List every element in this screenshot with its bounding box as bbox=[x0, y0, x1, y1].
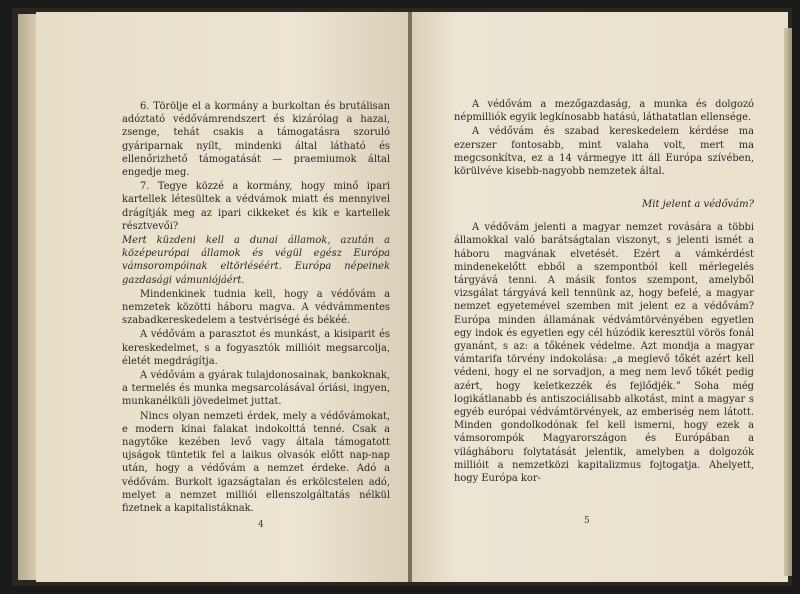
section-heading: Mit jelent a védővám? bbox=[642, 199, 754, 211]
page-number-right: 5 bbox=[584, 516, 590, 526]
paragraph: Nincs olyan nemzeti érdek, mely a védővámokat, e modern kinai falakat indokolttá tenné. Csak a nagytőke kezében levő vagy általa támogatott ujságok tüntetik fel a laikus olvasók előtt nap-nap után, hogy a védővám a nemzet érdeke. Adó a védővám. Burkolt igazságtalan és erkölcstelen adó, melyet a nemzet milliói ellenszolgáltatás nélkül fizetnek a kapitalistáknak. bbox=[122, 410, 390, 515]
page-stack-edge-left bbox=[18, 14, 38, 580]
paragraph-7: 7. Tegye közzé a kormány, hogy minő ipari kartellek létesültek a védvámok miatt és mennyivel drágítják meg az ipari cikkeket és kik e kartellek résztvevői? bbox=[122, 181, 390, 232]
page-stack-edge-right bbox=[784, 28, 792, 576]
left-page bbox=[36, 12, 408, 582]
paragraph: A védővám és szabad kereskedelem kérdése ma ezerszer fontosabb, mint valaha volt, mert ma megcsonkítva, ez a 14 vármegye itt áll Európa szívében, körülvéve kisebb-nagyobb nemzetek által. bbox=[454, 126, 754, 178]
paragraph: A védővám a parasztot és munkást, a kisiparit és kereskedelmet, s a fogyasztók millióit megsarcolja, életét megdrágítja. bbox=[122, 329, 390, 367]
paragraph-6: 6. Törölje el a kormány a burkoltan és brutálisan adóztató védővámrendszert és kizárólag a hazai, zsenge, tehát csakis a támogatásra szoruló gyáriparnak nyílt, mindenki által látható és ellenőrizhető támogatását — praemiumok által engedje meg. bbox=[122, 101, 390, 179]
paragraph: A védővám jelenti a magyar nemzet rovására a többi államokkal való barátságtalan viszonyt, s jelenti ismét a háboru magvának elvetését. Ezért a vámkérdést mindenekelőtt ebből a szempontból kell mérlegelés tárgyává tenni. A másik fontos szempont, amelyből vizsgálat tárgyává kell tennünk az, hogy befelé, a magyar nemzet egyetemével szemben mit jelent ez a védővám? Európa minden államának védvámtörvényében egyetlen egy indok és egyetlen egy cél húzódik keresztül vörös fonál gyanánt, s az: a tőkének védelme. Azt mondja a magyar vámtarifa törvény indokolása: „a meglevő tőkét azért kell védeni, hogy el ne sorvadjon, a meg nem levő tőkét pedig azért, hogy keletkezzék és fejlődjék.” Soha még logikátlanabb és antiszociálisabb alkotást, mint a magyar s egyéb európai védvámtörvények, az emberiség nem látott. Minden gondolkodónak fel kell ismerni, hogy ezek a vámsorompók Magyarországon és Európában a világháboru folytatását jelentik, amelyben a dolgozók millióit a nemzetközi kapitalizmus fojtogatja. Ahelyett, hogy Európa kor- bbox=[454, 222, 754, 485]
paragraph-emphasis: Mert küzdeni kell a dunai államok, azután a középeurópai államok és végül egész Európa vámsorompóinak eltörléséért. Európa népeinek gazdasági vámuniójáért. bbox=[122, 235, 390, 286]
open-book bbox=[12, 8, 792, 586]
paragraph: A védővám a mezőgazdaság, a munka és dolgozó népmilliók egyik legkínosabb hatású, láthatatlan ellensége. bbox=[454, 99, 754, 124]
page-number-left: 4 bbox=[258, 520, 264, 530]
paragraph: A védővám a gyárak tulajdonosainak, bankoknak, a termelés és munka megsarcolásával óriási, ingyen, munkanélküli jövedelmet juttat. bbox=[122, 370, 390, 408]
paragraph: Mindenkinek tudnia kell, hogy a védővám a nemzetek közötti háboru magva. A védvámmentes szabadkereskedelem a testvériségé és békéé. bbox=[122, 288, 390, 327]
right-page bbox=[412, 12, 788, 582]
